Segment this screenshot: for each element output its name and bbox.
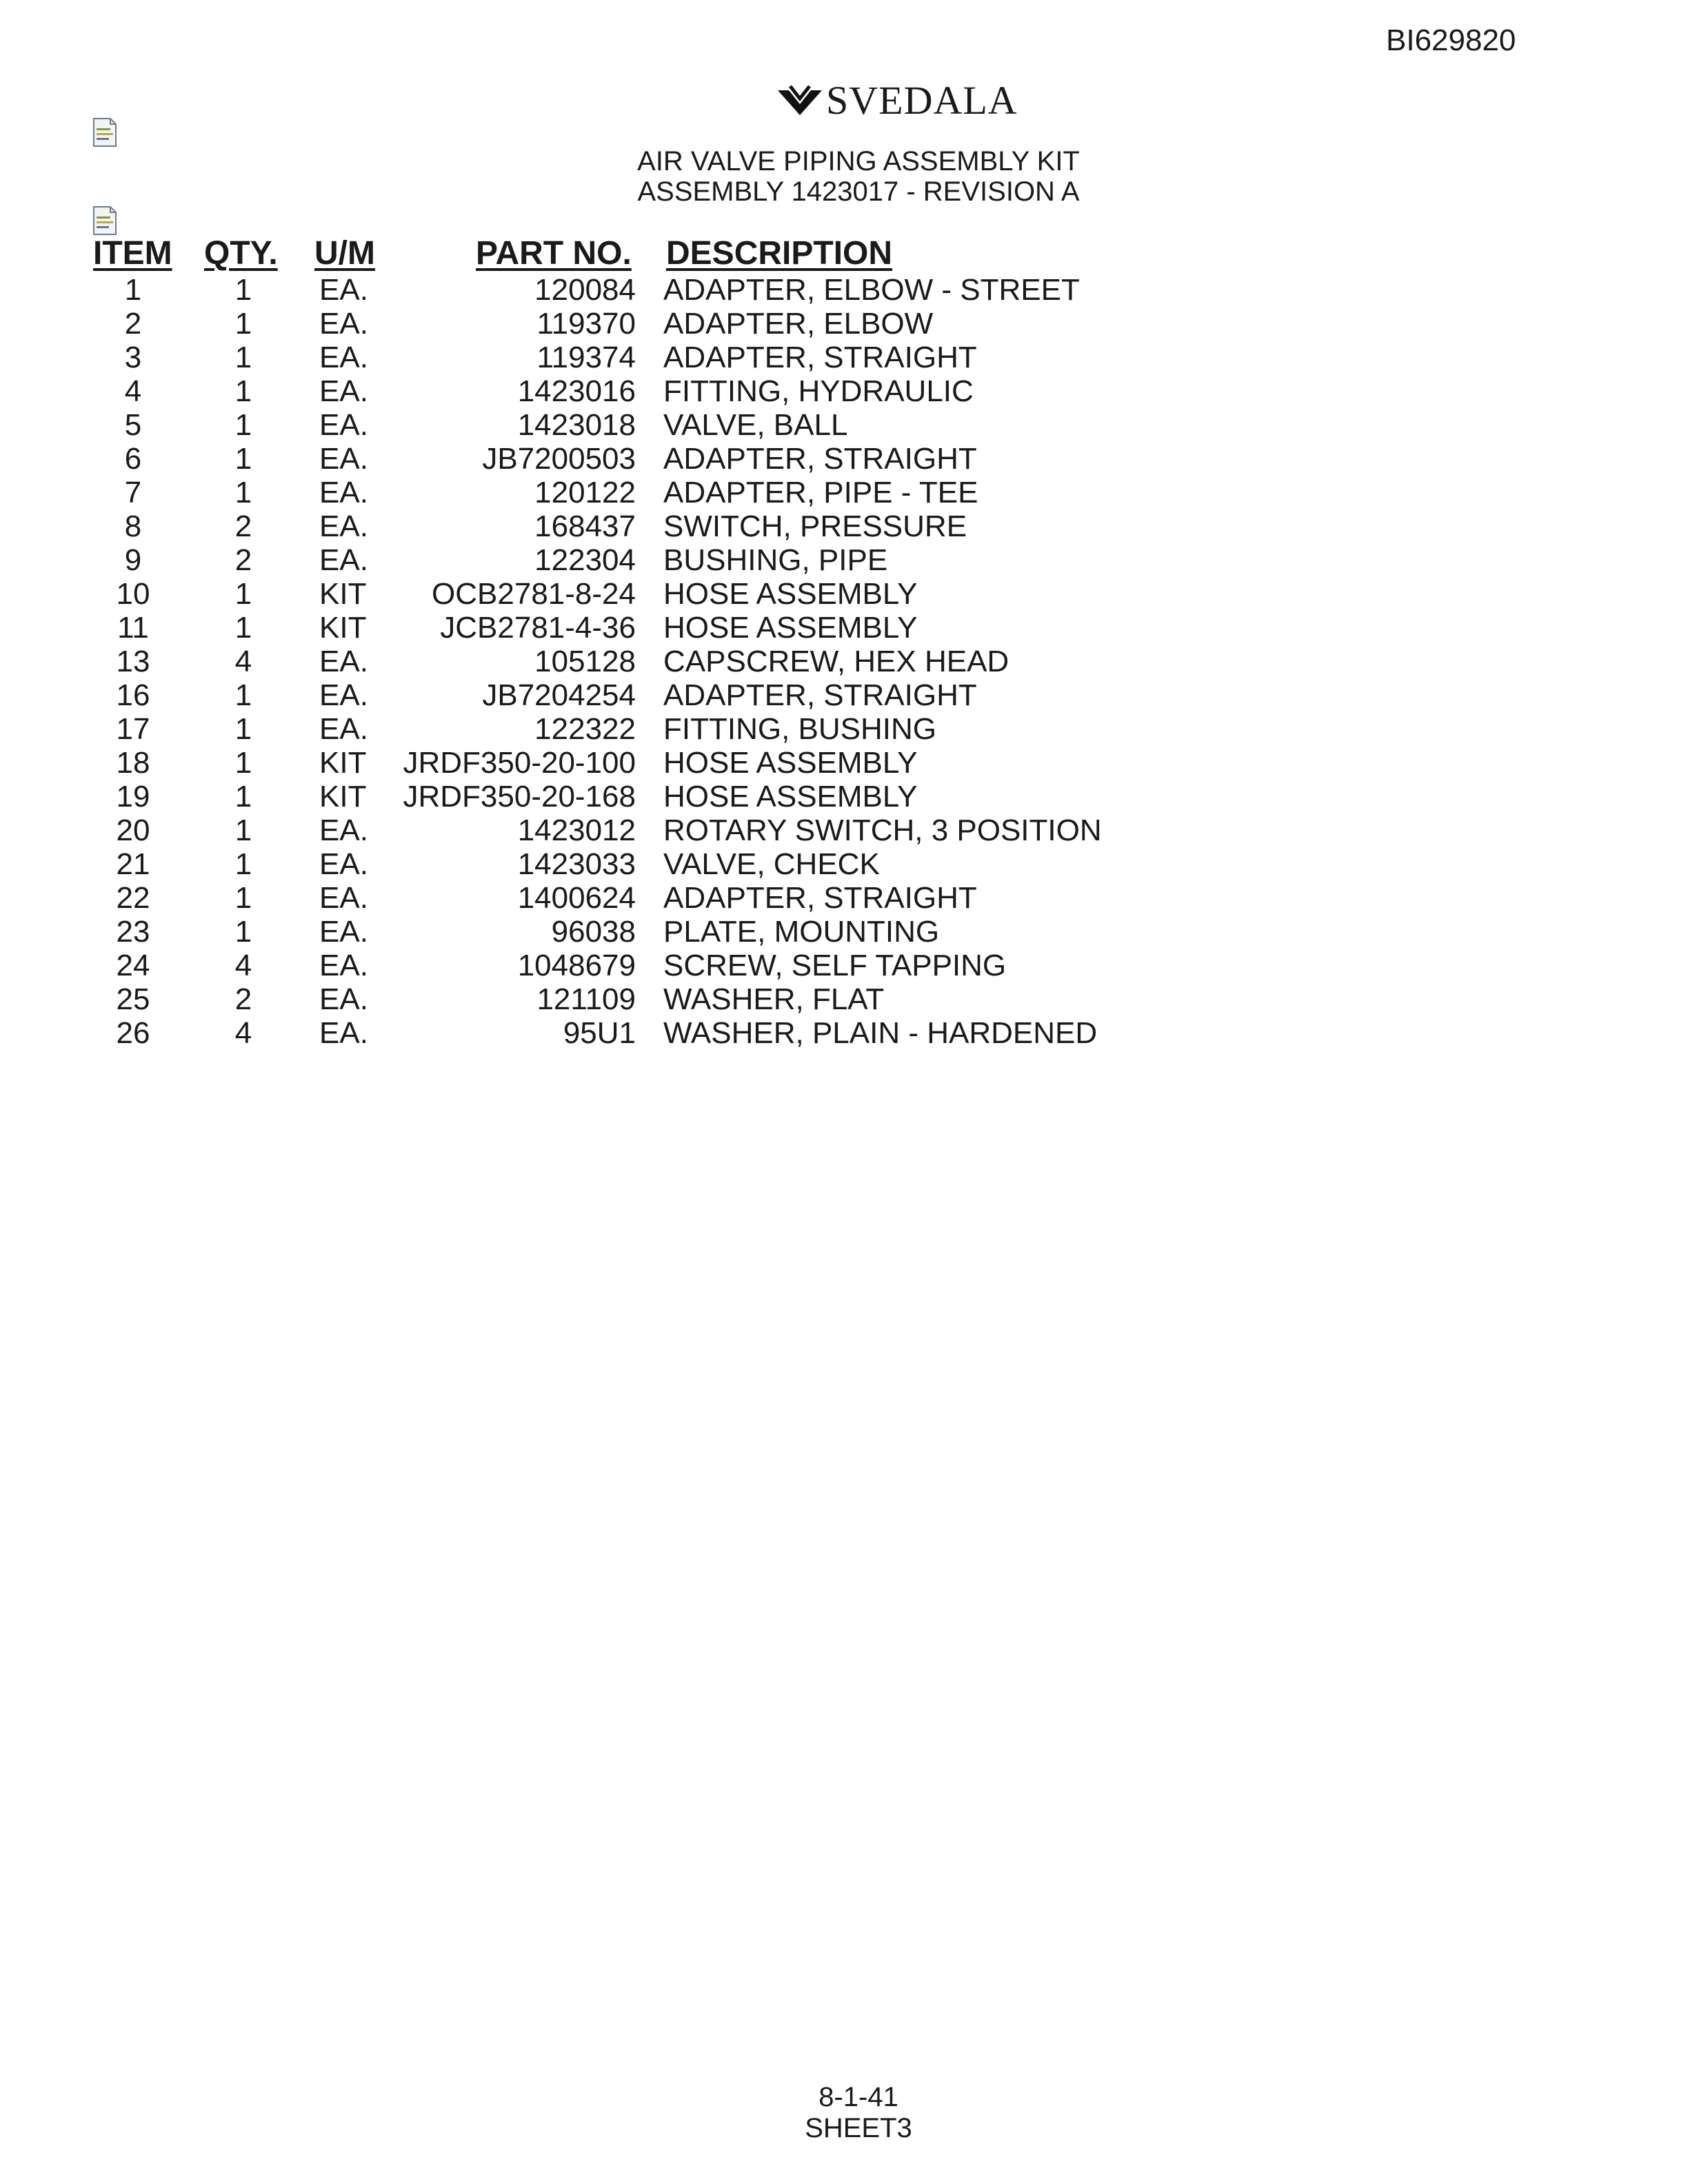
logo-text: SVEDALA bbox=[826, 78, 1018, 123]
table-row bbox=[0, 543, 1172, 577]
unit-of-measure: KIT bbox=[319, 611, 367, 645]
description: ADAPTER, STRAIGHT bbox=[663, 881, 977, 915]
description: ADAPTER, STRAIGHT bbox=[663, 442, 977, 476]
part-number: 1048679 bbox=[517, 949, 636, 982]
table-row bbox=[0, 273, 1172, 307]
part-number: 122322 bbox=[534, 712, 636, 746]
item-number: 19 bbox=[116, 780, 150, 813]
table-row bbox=[0, 307, 1172, 341]
column-header-part-no: PART NO. bbox=[476, 235, 632, 272]
quantity: 1 bbox=[234, 374, 252, 408]
unit-of-measure: EA. bbox=[319, 645, 368, 678]
quantity: 1 bbox=[234, 813, 252, 847]
item-number: 25 bbox=[116, 982, 150, 1016]
part-number: 168437 bbox=[534, 509, 636, 543]
description: HOSE ASSEMBLY bbox=[663, 611, 918, 645]
table-row bbox=[0, 746, 1172, 780]
unit-of-measure: EA. bbox=[319, 442, 368, 476]
part-number: JRDF350-20-100 bbox=[403, 746, 636, 780]
quantity: 1 bbox=[234, 442, 252, 476]
unit-of-measure: EA. bbox=[319, 712, 368, 746]
description: ADAPTER, ELBOW - STREET bbox=[663, 273, 1080, 307]
table-row bbox=[0, 780, 1172, 813]
table-row bbox=[0, 1016, 1172, 1050]
part-number: 1423033 bbox=[517, 847, 636, 881]
table-row bbox=[0, 712, 1172, 746]
part-number: 105128 bbox=[534, 645, 636, 678]
item-number: 16 bbox=[116, 678, 150, 712]
unit-of-measure: EA. bbox=[319, 476, 368, 509]
description: SWITCH, PRESSURE bbox=[663, 509, 967, 543]
unit-of-measure: EA. bbox=[319, 273, 368, 307]
item-number: 6 bbox=[124, 442, 142, 476]
quantity: 1 bbox=[234, 577, 252, 611]
logo-chevron-icon bbox=[775, 83, 825, 118]
part-number: 120084 bbox=[534, 273, 636, 307]
item-number: 18 bbox=[116, 746, 150, 780]
table-row bbox=[0, 915, 1172, 949]
part-number: 1400624 bbox=[517, 881, 636, 915]
description: HOSE ASSEMBLY bbox=[663, 780, 918, 813]
description: WASHER, FLAT bbox=[663, 982, 885, 1016]
unit-of-measure: KIT bbox=[319, 577, 367, 611]
item-number: 8 bbox=[124, 509, 142, 543]
item-number: 7 bbox=[124, 476, 142, 509]
table-row bbox=[0, 949, 1172, 982]
item-number: 4 bbox=[124, 374, 142, 408]
unit-of-measure: EA. bbox=[319, 982, 368, 1016]
part-number: 96038 bbox=[551, 915, 636, 949]
quantity: 4 bbox=[234, 645, 252, 678]
quantity: 1 bbox=[234, 273, 252, 307]
quantity: 1 bbox=[234, 678, 252, 712]
description: PLATE, MOUNTING bbox=[663, 915, 940, 949]
unit-of-measure: KIT bbox=[319, 780, 367, 813]
part-number: JB7200503 bbox=[482, 442, 636, 476]
quantity: 1 bbox=[234, 746, 252, 780]
item-number: 26 bbox=[116, 1016, 150, 1050]
page-reference: 8-1-41 bbox=[818, 2082, 898, 2112]
unit-of-measure: EA. bbox=[319, 813, 368, 847]
quantity: 1 bbox=[234, 847, 252, 881]
unit-of-measure: EA. bbox=[319, 915, 368, 949]
table-row bbox=[0, 645, 1172, 678]
column-header-item: ITEM bbox=[93, 235, 172, 272]
quantity: 1 bbox=[234, 307, 252, 341]
part-number: 119370 bbox=[536, 307, 636, 341]
description: WASHER, PLAIN - HARDENED bbox=[663, 1016, 1098, 1050]
column-header-description: DESCRIPTION bbox=[666, 235, 893, 272]
description: ROTARY SWITCH, 3 POSITION bbox=[663, 813, 1102, 847]
item-number: 5 bbox=[124, 408, 142, 442]
quantity: 4 bbox=[234, 1016, 252, 1050]
unit-of-measure: EA. bbox=[319, 847, 368, 881]
unit-of-measure: EA. bbox=[319, 509, 368, 543]
item-number: 3 bbox=[124, 341, 142, 374]
unit-of-measure: EA. bbox=[319, 678, 368, 712]
unit-of-measure: EA. bbox=[319, 341, 368, 374]
quantity: 2 bbox=[234, 982, 252, 1016]
item-number: 20 bbox=[116, 813, 150, 847]
part-number: 95U1 bbox=[563, 1016, 636, 1050]
part-number: 120122 bbox=[534, 476, 636, 509]
table-row bbox=[0, 611, 1172, 645]
column-header-qty: QTY. bbox=[204, 235, 278, 272]
quantity: 1 bbox=[234, 712, 252, 746]
table-row bbox=[0, 678, 1172, 712]
description: ADAPTER, ELBOW bbox=[663, 307, 934, 341]
table-row bbox=[0, 982, 1172, 1016]
description: HOSE ASSEMBLY bbox=[663, 746, 918, 780]
part-number: 119374 bbox=[536, 341, 636, 374]
description: BUSHING, PIPE bbox=[663, 543, 888, 577]
company-logo bbox=[775, 77, 1018, 123]
part-number: 121109 bbox=[536, 982, 636, 1016]
embedded-document-icon[interactable] bbox=[91, 205, 119, 236]
document-subtitle: ASSEMBLY 1423017 - REVISION A bbox=[637, 176, 1080, 207]
part-number: 1423018 bbox=[517, 408, 636, 442]
quantity: 1 bbox=[234, 915, 252, 949]
description: FITTING, BUSHING bbox=[663, 712, 936, 746]
item-number: 24 bbox=[116, 949, 150, 982]
description: ADAPTER, STRAIGHT bbox=[663, 341, 977, 374]
table-row bbox=[0, 881, 1172, 915]
table-row bbox=[0, 408, 1172, 442]
description: FITTING, HYDRAULIC bbox=[663, 374, 974, 408]
table-row bbox=[0, 813, 1172, 847]
quantity: 1 bbox=[234, 476, 252, 509]
item-number: 13 bbox=[116, 645, 150, 678]
quantity: 2 bbox=[234, 543, 252, 577]
unit-of-measure: EA. bbox=[319, 881, 368, 915]
table-row bbox=[0, 847, 1172, 881]
item-number: 23 bbox=[116, 915, 150, 949]
item-number: 11 bbox=[117, 611, 149, 645]
description: ADAPTER, PIPE - TEE bbox=[663, 476, 978, 509]
embedded-document-icon[interactable] bbox=[91, 117, 119, 148]
part-number: 1423016 bbox=[517, 374, 636, 408]
quantity: 1 bbox=[234, 408, 252, 442]
quantity: 1 bbox=[234, 611, 252, 645]
table-row bbox=[0, 476, 1172, 509]
quantity: 1 bbox=[234, 780, 252, 813]
unit-of-measure: EA. bbox=[319, 1016, 368, 1050]
description: ADAPTER, STRAIGHT bbox=[663, 678, 977, 712]
table-row bbox=[0, 509, 1172, 543]
unit-of-measure: KIT bbox=[319, 746, 367, 780]
quantity: 1 bbox=[234, 881, 252, 915]
item-number: 1 bbox=[124, 273, 142, 307]
description: HOSE ASSEMBLY bbox=[663, 577, 918, 611]
table-row bbox=[0, 577, 1172, 611]
quantity: 1 bbox=[234, 341, 252, 374]
item-number: 21 bbox=[116, 847, 150, 881]
column-header-um: U/M bbox=[314, 235, 375, 272]
table-row bbox=[0, 442, 1172, 476]
description: CAPSCREW, HEX HEAD bbox=[663, 645, 1009, 678]
part-number: OCB2781-8-24 bbox=[432, 577, 636, 611]
unit-of-measure: EA. bbox=[319, 408, 368, 442]
item-number: 17 bbox=[116, 712, 150, 746]
part-number: JCB2781-4-36 bbox=[440, 611, 636, 645]
description: VALVE, BALL bbox=[663, 408, 848, 442]
item-number: 22 bbox=[116, 881, 150, 915]
description: SCREW, SELF TAPPING bbox=[663, 949, 1007, 982]
unit-of-measure: EA. bbox=[319, 543, 368, 577]
item-number: 9 bbox=[124, 543, 142, 577]
part-number: JRDF350-20-168 bbox=[403, 780, 636, 813]
item-number: 2 bbox=[124, 307, 142, 341]
item-number: 10 bbox=[116, 577, 150, 611]
part-number: 122304 bbox=[534, 543, 636, 577]
unit-of-measure: EA. bbox=[319, 949, 368, 982]
table-row bbox=[0, 341, 1172, 374]
table-row bbox=[0, 374, 1172, 408]
quantity: 4 bbox=[234, 949, 252, 982]
unit-of-measure: EA. bbox=[319, 307, 368, 341]
quantity: 2 bbox=[234, 509, 252, 543]
unit-of-measure: EA. bbox=[319, 374, 368, 408]
document-id: BI629820 bbox=[1386, 23, 1516, 57]
description: VALVE, CHECK bbox=[663, 847, 880, 881]
document-title: AIR VALVE PIPING ASSEMBLY KIT bbox=[637, 146, 1080, 176]
part-number: JB7204254 bbox=[482, 678, 636, 712]
part-number: 1423012 bbox=[517, 813, 636, 847]
sheet-number: SHEET3 bbox=[805, 2113, 912, 2143]
